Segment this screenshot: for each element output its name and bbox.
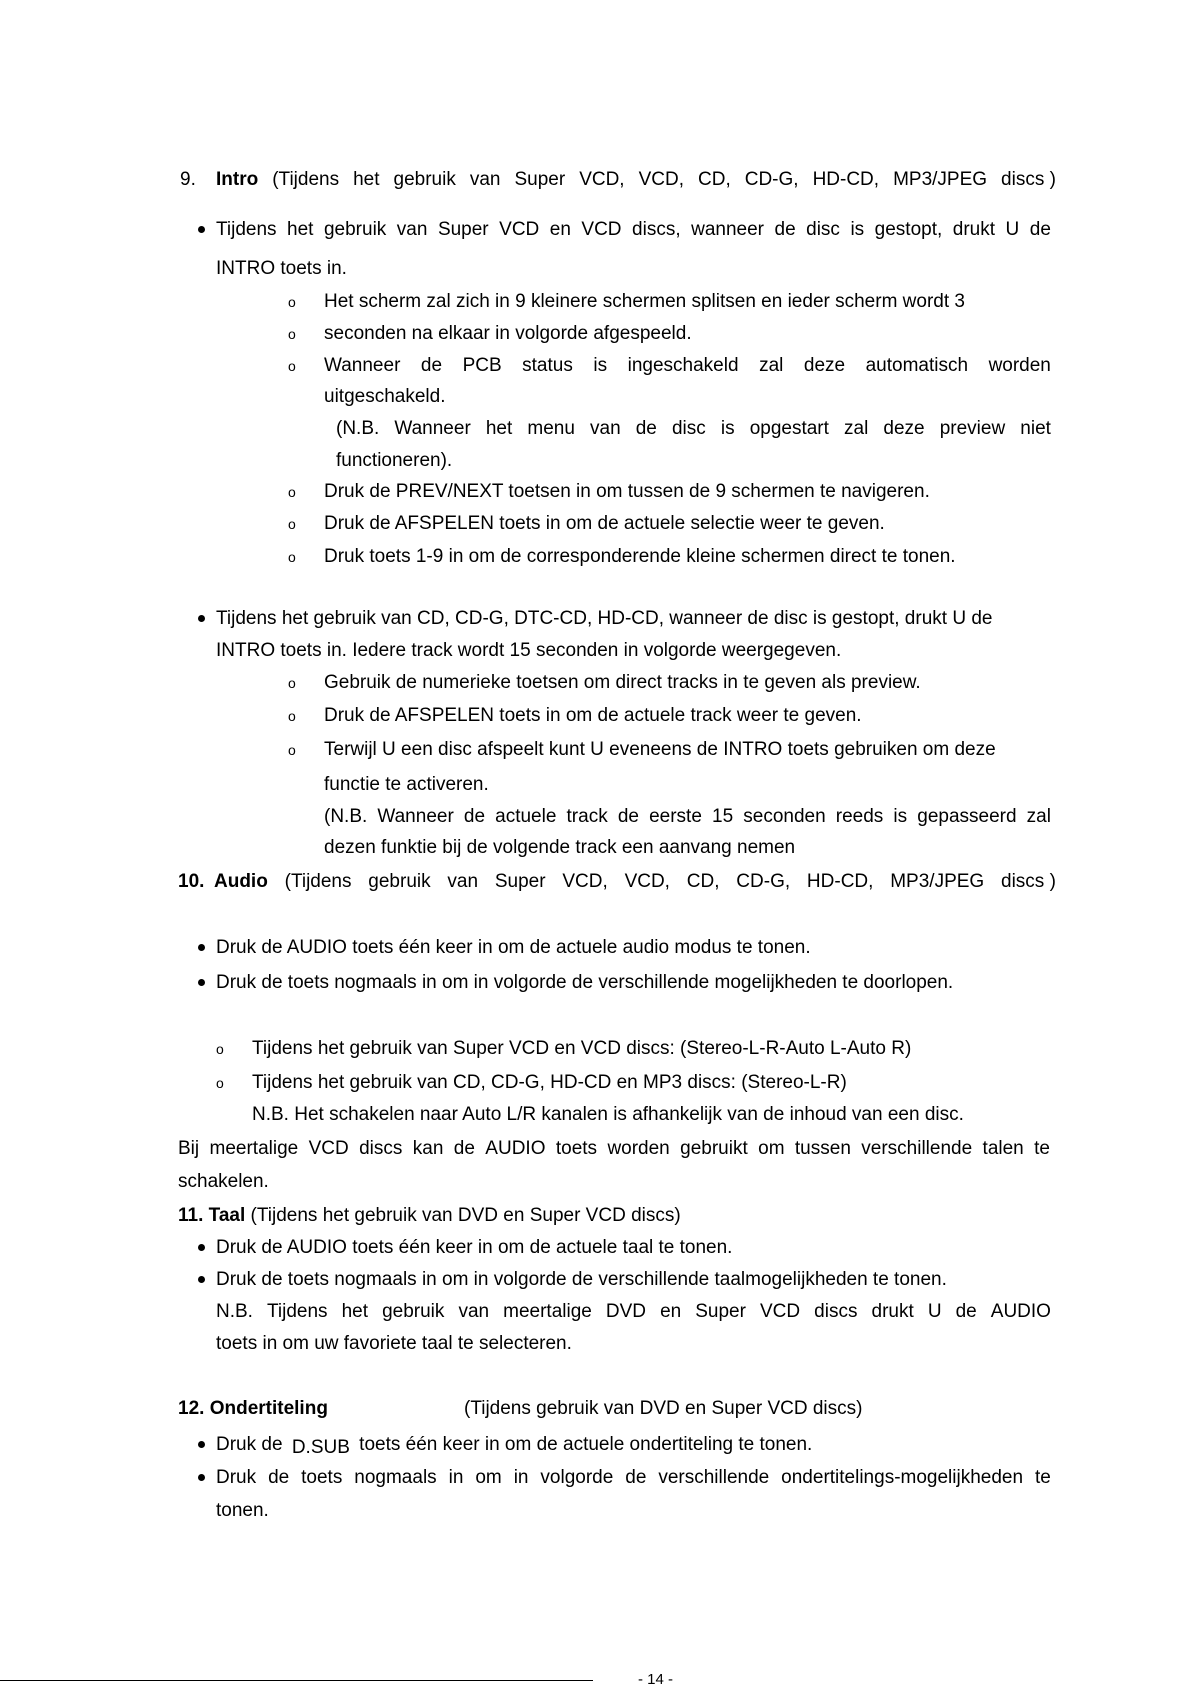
word: de [774,219,796,240]
word: CD-G, [744,169,799,190]
word: nogmaals [354,1467,437,1488]
word: Super [437,219,489,240]
word: seconden [743,806,826,827]
word: VCD, [579,169,625,190]
word: N.B. [216,1301,253,1322]
word: MP3/JPEG [890,871,985,892]
section-12-heading [178,1398,328,1420]
circle-bullet-icon: o [288,742,296,758]
footer-rule [0,1680,593,1681]
word: meertalige [209,1138,299,1159]
word: gestopt, [874,219,943,240]
word: de [463,806,486,827]
word: CD, [698,169,731,190]
s9-bullet-2-line-1: Tijdens het gebruik van CD, CD-G, DTC-CD, HD-CD, wanneer de disc is gestopt, drukt U de [216,608,993,629]
s9-note-2-line-1 [324,806,1051,828]
word: Bij [178,1138,200,1159]
section-11-number: 11. [178,1205,204,1226]
word: deze [883,418,925,439]
word: (Tijdens [272,169,340,190]
word: de [453,1138,475,1159]
word: is [593,355,608,376]
section-title: Intro [216,169,259,190]
s11-bullet-2: Druk de toets nogmaals in om in volgorde de verschillende taalmogelijkheden te tonen. [216,1269,947,1290]
word: MP3/JPEG [893,169,988,190]
s10-bullet-2: Druk de toets nogmaals in om in volgorde de verschillende mogelijkheden te doorlopen. [216,972,954,993]
s11-bullet-1: Druk de AUDIO toets één keer in om de actuele taal te tonen. [216,1237,733,1258]
word: actuele [495,806,557,827]
s9-item-3-line-1 [324,355,1051,377]
word: is [720,418,735,439]
section-12-number: 12. [178,1398,205,1419]
s9-note-line-2: functioneren). [336,450,453,471]
word: VCD [308,1138,349,1159]
word: preview [939,418,1006,439]
word: van [447,871,479,892]
s10-paragraph-line-2: schakelen. [178,1171,269,1192]
word: PCB [462,355,502,376]
word: is [850,219,865,240]
s9-item-1: Het scherm zal zich in 9 kleinere schermen splitsen en ieder scherm wordt 3 [324,291,965,312]
word: deze [803,355,846,376]
s12-bullet-1: Druk de D.SUB toets één keer in om de actuele ondertiteling te tonen. [216,1434,813,1458]
word: van [396,219,428,240]
word: AUDIO [485,1138,546,1159]
s9-bullet-1-line-1 [216,219,1051,241]
word: AUDIO [990,1301,1051,1322]
word: CD-G, [736,871,791,892]
word: zal [1026,806,1051,827]
word: discs [359,1138,403,1159]
word: discs [814,1301,858,1322]
word: menu [527,418,575,439]
circle-bullet-icon: o [288,294,296,310]
word: gebruik [393,169,456,190]
s9-item-5: Druk de AFSPELEN toets in om de actuele selectie weer te geven. [324,513,885,534]
word: VCD [499,219,540,240]
s9-item-4: Druk de PREV/NEXT toetsen in om tussen de 9 schermen te navigeren. [324,481,930,502]
word: de [625,1467,647,1488]
s9-item-3-line-2: uitgeschakeld. [324,386,446,407]
circle-bullet-icon: o [288,549,296,565]
word: de [617,806,639,827]
word: gepasseerd [917,806,1017,827]
section-12-subtitle: (Tijdens gebruik van DVD en Super VCD discs) [464,1398,863,1419]
word: (N.B. [324,806,368,827]
word: niet [1020,418,1051,439]
word: ingeschakeld [627,355,739,376]
word: Super [695,1301,746,1322]
dsub-key-label: D.SUB [291,1437,350,1458]
word: HD-CD, [812,169,880,190]
word: VCD [760,1301,801,1322]
word: (N.B. [336,418,380,439]
word: de [635,418,657,439]
word: wanneer [691,219,764,240]
word: de [420,355,443,376]
section-9-heading [216,169,1056,191]
word: in [513,1467,529,1488]
word: discs ) [1001,871,1056,892]
word: van [469,169,501,190]
word: Druk [216,1467,257,1488]
word: te [1034,1138,1050,1159]
word: en [660,1301,682,1322]
word: disc [671,418,706,439]
word: talen [982,1138,1024,1159]
word: worden [607,1138,670,1159]
word: meertalige [503,1301,592,1322]
word: het [287,219,314,240]
word: U [927,1301,942,1322]
section-title: Audio [214,871,268,892]
section-11-title: Taal [208,1205,246,1226]
word: het [353,169,380,190]
word: drukt [871,1301,914,1322]
word: verschillende [861,1138,973,1159]
word: verschillende [658,1467,770,1488]
s9-bullet-2-line-2: INTRO toets in. Iedere track wordt 15 seconden in volgorde weergegeven. [216,640,842,661]
s9-item-9-line-2: functie te activeren. [324,774,489,795]
bullet-dot [198,615,205,622]
word: 15 [712,806,734,827]
word: gebruik [382,1301,445,1322]
s10-item-1: Tijdens het gebruik van Super VCD en VCD discs: (Stereo-L-R-Auto L-Auto R) [252,1038,912,1059]
word: de [268,1467,290,1488]
word: VCD, [638,169,684,190]
s10-item-2: Tijdens het gebruik van CD, CD-G, HD-CD en MP3 discs: (Stereo-L-R) [252,1072,847,1093]
s12-bullet-2-line-1 [216,1467,1051,1489]
word: (Tijdens [284,871,352,892]
section-10-heading [214,871,1056,893]
s9-note-2-line-2: dezen funktie bij de volgende track een aanvang nemen [324,837,796,858]
word: Wanneer [377,806,454,827]
page-number: - 14 - [638,1674,674,1685]
s10-note: N.B. Het schakelen naar Auto L/R kanalen is afhankelijk van de inhoud van een disc. [252,1104,964,1125]
s10-bullet-1: Druk de AUDIO toets één keer in om de actuele audio modus te tonen. [216,937,811,958]
word: HD-CD, [806,871,874,892]
bullet-dot [198,1276,205,1283]
circle-bullet-icon: o [216,1075,224,1091]
section-12-title: Ondertiteling [209,1398,328,1419]
word: discs, [632,219,681,240]
circle-bullet-icon: o [288,708,296,724]
word: tussen [794,1138,851,1159]
word: eerste [649,806,702,827]
word: gebruikt [680,1138,748,1159]
word: disc [806,219,840,240]
word: van [590,418,621,439]
word: te [1034,1467,1051,1488]
word: VCD [581,219,622,240]
bullet-dot [198,944,205,951]
s9-note-line-1 [336,418,1051,440]
word: kan [412,1138,444,1159]
word: toets [301,1467,343,1488]
word: status [522,355,573,376]
word: discs ) [1001,169,1056,190]
s9-item-9-line-1: Terwijl U een disc afspeelt kunt U eveneens de INTRO toets gebruiken om deze [324,739,996,760]
word: VCD, [624,871,670,892]
word: het [485,418,513,439]
s9-bullet-1-line-2: INTRO toets in. [216,258,347,279]
word: DVD [605,1301,647,1322]
circle-bullet-icon: o [288,675,296,691]
word: worden [988,355,1051,376]
word: Wanneer [394,418,471,439]
word: volgorde [540,1467,614,1488]
section-9-number: 9. [180,169,196,190]
word: de [1029,219,1051,240]
word: om [758,1138,785,1159]
word: opgestart [749,418,829,439]
word: reeds [835,806,884,827]
word: Wanneer [324,355,401,376]
word: gebruik [368,871,431,892]
bullet-dot [198,1474,205,1481]
bullet-dot [198,979,205,986]
circle-bullet-icon: o [288,326,296,342]
bullet-dot [198,1441,205,1448]
s11-note-line-2: toets in om uw favoriete taal te selecteren. [216,1333,572,1354]
section-11-subtitle: (Tijdens het gebruik van DVD en Super VCD discs) [250,1205,681,1226]
word: is [893,806,908,827]
section-10-number: 10. [178,871,205,892]
word: in [448,1467,464,1488]
bullet-dot [198,226,205,233]
word: track [566,806,608,827]
word: toets [555,1138,598,1159]
s12-bullet-2-line-2: tonen. [216,1500,269,1521]
s9-item-8: Druk de AFSPELEN toets in om de actuele track weer te geven. [324,705,862,726]
s11-note-line-1 [216,1301,1051,1323]
circle-bullet-icon: o [216,1041,224,1057]
word: en [549,219,571,240]
word: VCD, [562,871,608,892]
word: zal [844,418,869,439]
word: Super [514,169,566,190]
s9-item-7: Gebruik de numerieke toetsen om direct tracks in te geven als preview. [324,672,921,693]
s9-item-6: Druk toets 1-9 in om de corresponderende kleine schermen direct te tonen. [324,546,956,567]
s9-item-2: seconden na elkaar in volgorde afgespeeld. [324,323,692,344]
word: CD, [686,871,720,892]
circle-bullet-icon: o [288,358,296,374]
word: gebruik [323,219,387,240]
word: van [458,1301,490,1322]
word: automatisch [865,355,969,376]
word: ondertitelings-mogelijkheden [781,1467,1024,1488]
word: om [475,1467,502,1488]
word: Tijdens [216,219,277,240]
word: de [955,1301,977,1322]
word: zal [759,355,784,376]
circle-bullet-icon: o [288,516,296,532]
word: Tijdens [267,1301,328,1322]
circle-bullet-icon: o [288,484,296,500]
word: het [341,1301,369,1322]
word: drukt [952,219,996,240]
s10-paragraph-line-1 [178,1138,1050,1160]
word: Super [494,871,546,892]
bullet-dot [198,1244,205,1251]
section-11-heading [178,1205,681,1227]
word: U [1005,219,1020,240]
